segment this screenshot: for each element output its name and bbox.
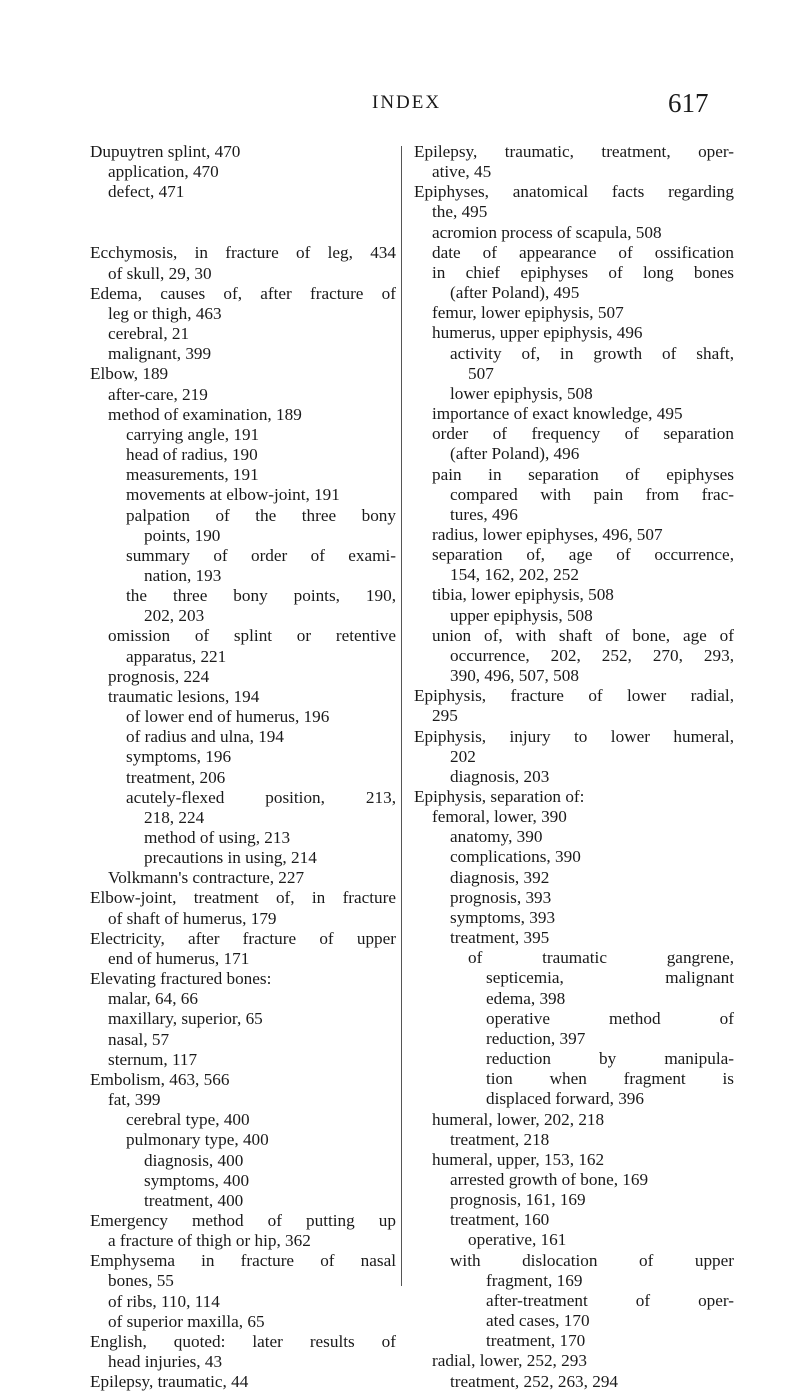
index-entry: nasal, 57 xyxy=(108,1029,170,1049)
index-entry: diagnosis, 203 xyxy=(450,766,550,786)
index-entry: movements at elbow-joint, 191 xyxy=(126,485,340,505)
index-entry: radius, lower epiphyses, 496, 507 xyxy=(432,524,663,544)
index-entry: acromion process of scapula, 508 xyxy=(432,222,662,242)
index-entry: of lower end of humerus, 196 xyxy=(126,707,330,727)
index-entry: 202, 203 xyxy=(144,606,205,626)
column-divider xyxy=(401,146,402,1286)
index-entry: the, 495 xyxy=(432,202,488,222)
index-entry: of skull, 29, 30 xyxy=(108,263,212,283)
page-header xyxy=(0,88,800,128)
index-entry: precautions in using, 214 xyxy=(144,848,317,868)
index-entry: edema, 398 xyxy=(486,988,566,1008)
index-entry: of shaft of humerus, 179 xyxy=(108,908,277,928)
index-entry: Embolism, 463, 566 xyxy=(90,1069,230,1089)
index-entry: Electricity, after fracture of upper xyxy=(90,928,396,948)
index-entry: compared with pain from frac- xyxy=(450,484,734,504)
index-entry: treatment, 395 xyxy=(450,928,550,948)
index-entry: Ecchymosis, in fracture of leg, 434 xyxy=(90,243,396,263)
index-entry: reduction by manipula- xyxy=(486,1049,734,1069)
index-entry: cerebral, 21 xyxy=(108,324,190,344)
index-entry: palpation of the three bony xyxy=(126,505,396,525)
index-entry: fat, 399 xyxy=(108,1090,161,1110)
index-entry: prognosis, 224 xyxy=(108,666,210,686)
index-entry: separation of, age of occurrence, xyxy=(432,545,734,565)
index-entry: symptoms, 196 xyxy=(126,747,232,767)
index-entry: operative method of xyxy=(486,1008,734,1028)
index-entry: treatment, 160 xyxy=(450,1210,550,1230)
index-entry: Volkmann's contracture, 227 xyxy=(108,868,305,888)
page-number: 617 xyxy=(668,88,709,118)
index-entry: lower epiphysis, 508 xyxy=(450,383,593,403)
index-entry: Epiphyses, anatomical facts regarding xyxy=(414,182,734,202)
index-entry: tion when fragment is xyxy=(486,1069,734,1089)
index-entry: complications, 390 xyxy=(450,847,581,867)
index-entry: in chief epiphyses of long bones xyxy=(432,262,734,282)
index-entry: of radius and ulna, 194 xyxy=(126,727,284,747)
index-entry: method of using, 213 xyxy=(144,828,291,847)
index-entry: head of radius, 190 xyxy=(126,445,258,465)
index-entry: Edema, causes of, after fracture of xyxy=(90,283,396,303)
index-entry: head injuries, 43 xyxy=(108,1352,223,1372)
index-entry: operative, 161 xyxy=(468,1230,567,1250)
index-entry: pain in separation of epiphyses xyxy=(432,464,734,484)
index-entry: treatment, 252, 263, 294 xyxy=(450,1371,619,1391)
index-entry: carrying angle, 191 xyxy=(126,424,260,444)
index-entry: with dislocation of upper xyxy=(450,1250,734,1270)
index-entry: treatment, 400 xyxy=(144,1190,244,1210)
index-entry: 154, 162, 202, 252 xyxy=(450,565,579,585)
index-entry: apparatus, 221 xyxy=(126,646,227,666)
index-entry: reduction, 397 xyxy=(486,1028,586,1048)
index-entry: Elevating fractured bones: xyxy=(90,969,272,989)
entry-spacer xyxy=(90,202,396,243)
index-entry: upper epiphysis, 508 xyxy=(450,605,593,625)
index-entry: method of examination, 189 xyxy=(108,404,302,424)
index-entry: Epiphysis, injury to lower humeral, xyxy=(414,726,734,746)
index-entry: Epiphysis, separation of: xyxy=(414,787,585,806)
index-entry: treatment, 206 xyxy=(126,767,226,787)
index-entry: cerebral type, 400 xyxy=(126,1110,250,1130)
index-entry: 390, 496, 507, 508 xyxy=(450,666,579,686)
index-entry: of traumatic gangrene, xyxy=(468,948,734,968)
index-entry: date of appearance of ossification xyxy=(432,242,734,262)
index-entry: bones, 55 xyxy=(108,1271,174,1291)
index-column-right xyxy=(414,142,734,1392)
index-entry: Elbow-joint, treatment of, in fracture xyxy=(90,888,396,908)
index-entry: sternum, 117 xyxy=(108,1049,198,1069)
index-entry: prognosis, 393 xyxy=(450,887,552,907)
index-entry: Epilepsy, traumatic, treatment, oper- xyxy=(414,142,734,161)
index-entry: tibia, lower epiphysis, 508 xyxy=(432,585,614,605)
index-entry: application, 470 xyxy=(108,162,219,182)
index-entry: humerus, upper epiphysis, 496 xyxy=(432,323,643,343)
index-entry: diagnosis, 400 xyxy=(144,1150,244,1170)
index-entry: humeral, upper, 153, 162 xyxy=(432,1149,605,1169)
index-entry: leg or thigh, 463 xyxy=(108,303,222,323)
index-entry: arrested growth of bone, 169 xyxy=(450,1169,649,1189)
index-entry: ated cases, 170 xyxy=(486,1311,590,1331)
index-entry: pulmonary type, 400 xyxy=(126,1130,269,1150)
index-entry: of superior maxilla, 65 xyxy=(108,1311,265,1331)
index-entry: 507 xyxy=(468,363,494,383)
index-entry: end of humerus, 171 xyxy=(108,948,250,968)
index-entry: omission of splint or retentive xyxy=(108,626,396,646)
index-entry: treatment, 170 xyxy=(486,1331,586,1351)
index-entry: treatment, 218 xyxy=(450,1129,550,1149)
index-entry: union of, with shaft of bone, age of xyxy=(432,625,734,645)
index-entry: femur, lower epiphysis, 507 xyxy=(432,303,624,323)
index-entry: Emergency method of putting up xyxy=(90,1210,396,1230)
index-entry: English, quoted: later results of xyxy=(90,1331,396,1351)
index-entry: prognosis, 161, 169 xyxy=(450,1190,586,1210)
index-entry: Elbow, 189 xyxy=(90,364,169,384)
index-entry: the three bony points, 190, xyxy=(126,586,396,606)
index-entry: symptoms, 393 xyxy=(450,907,556,927)
index-entry: femoral, lower, 390 xyxy=(432,807,567,827)
index-entry: 295 xyxy=(432,706,458,726)
index-entry: importance of exact knowledge, 495 xyxy=(432,404,683,424)
index-entry: tures, 496 xyxy=(450,504,518,524)
index-entry: traumatic lesions, 194 xyxy=(108,686,260,706)
index-entry: measurements, 191 xyxy=(126,465,259,485)
index-entry: ative, 45 xyxy=(432,162,492,182)
index-entry: summary of order of exami- xyxy=(126,545,396,565)
index-entry: radial, lower, 252, 293 xyxy=(432,1351,587,1371)
index-entry: (after Poland), 496 xyxy=(450,444,580,464)
index-entry: 202 xyxy=(450,746,476,766)
index-entry: Epilepsy, traumatic, 44 xyxy=(90,1372,249,1392)
index-entry: defect, 471 xyxy=(108,182,185,202)
index-entry: acutely-flexed position, 213, xyxy=(126,787,396,807)
index-column-left xyxy=(90,142,396,1392)
index-entry: Dupuytren splint, 470 xyxy=(90,142,241,161)
running-head: INDEX xyxy=(372,92,442,113)
index-entry: fragment, 169 xyxy=(486,1270,583,1290)
index-entry: points, 190 xyxy=(144,525,221,545)
index-entry: a fracture of thigh or hip, 362 xyxy=(108,1231,311,1251)
index-entry: 218, 224 xyxy=(144,807,205,827)
index-entry: symptoms, 400 xyxy=(144,1170,250,1190)
index-entry: maxillary, superior, 65 xyxy=(108,1009,263,1029)
index-entry: anatomy, 390 xyxy=(450,827,543,847)
index-entry: Epiphysis, fracture of lower radial, xyxy=(414,686,734,706)
index-entry: septicemia, malignant xyxy=(486,968,734,988)
index-entry: order of frequency of separation xyxy=(432,424,734,444)
index-entry: of ribs, 110, 114 xyxy=(108,1291,220,1311)
index-entry: malar, 64, 66 xyxy=(108,989,198,1009)
index-entry: after-treatment of oper- xyxy=(486,1290,734,1310)
index-entry: (after Poland), 495 xyxy=(450,283,580,303)
index-entry: activity of, in growth of shaft, xyxy=(450,343,734,363)
index-entry: diagnosis, 392 xyxy=(450,867,550,887)
index-entry: occurrence, 202, 252, 270, 293, xyxy=(450,645,734,665)
index-entry: malignant, 399 xyxy=(108,344,212,364)
index-entry: Emphysema in fracture of nasal xyxy=(90,1251,396,1271)
index-entry: humeral, lower, 202, 218 xyxy=(432,1109,605,1129)
index-entry: nation, 193 xyxy=(144,565,222,585)
index-entry: displaced forward, 396 xyxy=(486,1089,644,1109)
index-entry: after-care, 219 xyxy=(108,384,208,404)
